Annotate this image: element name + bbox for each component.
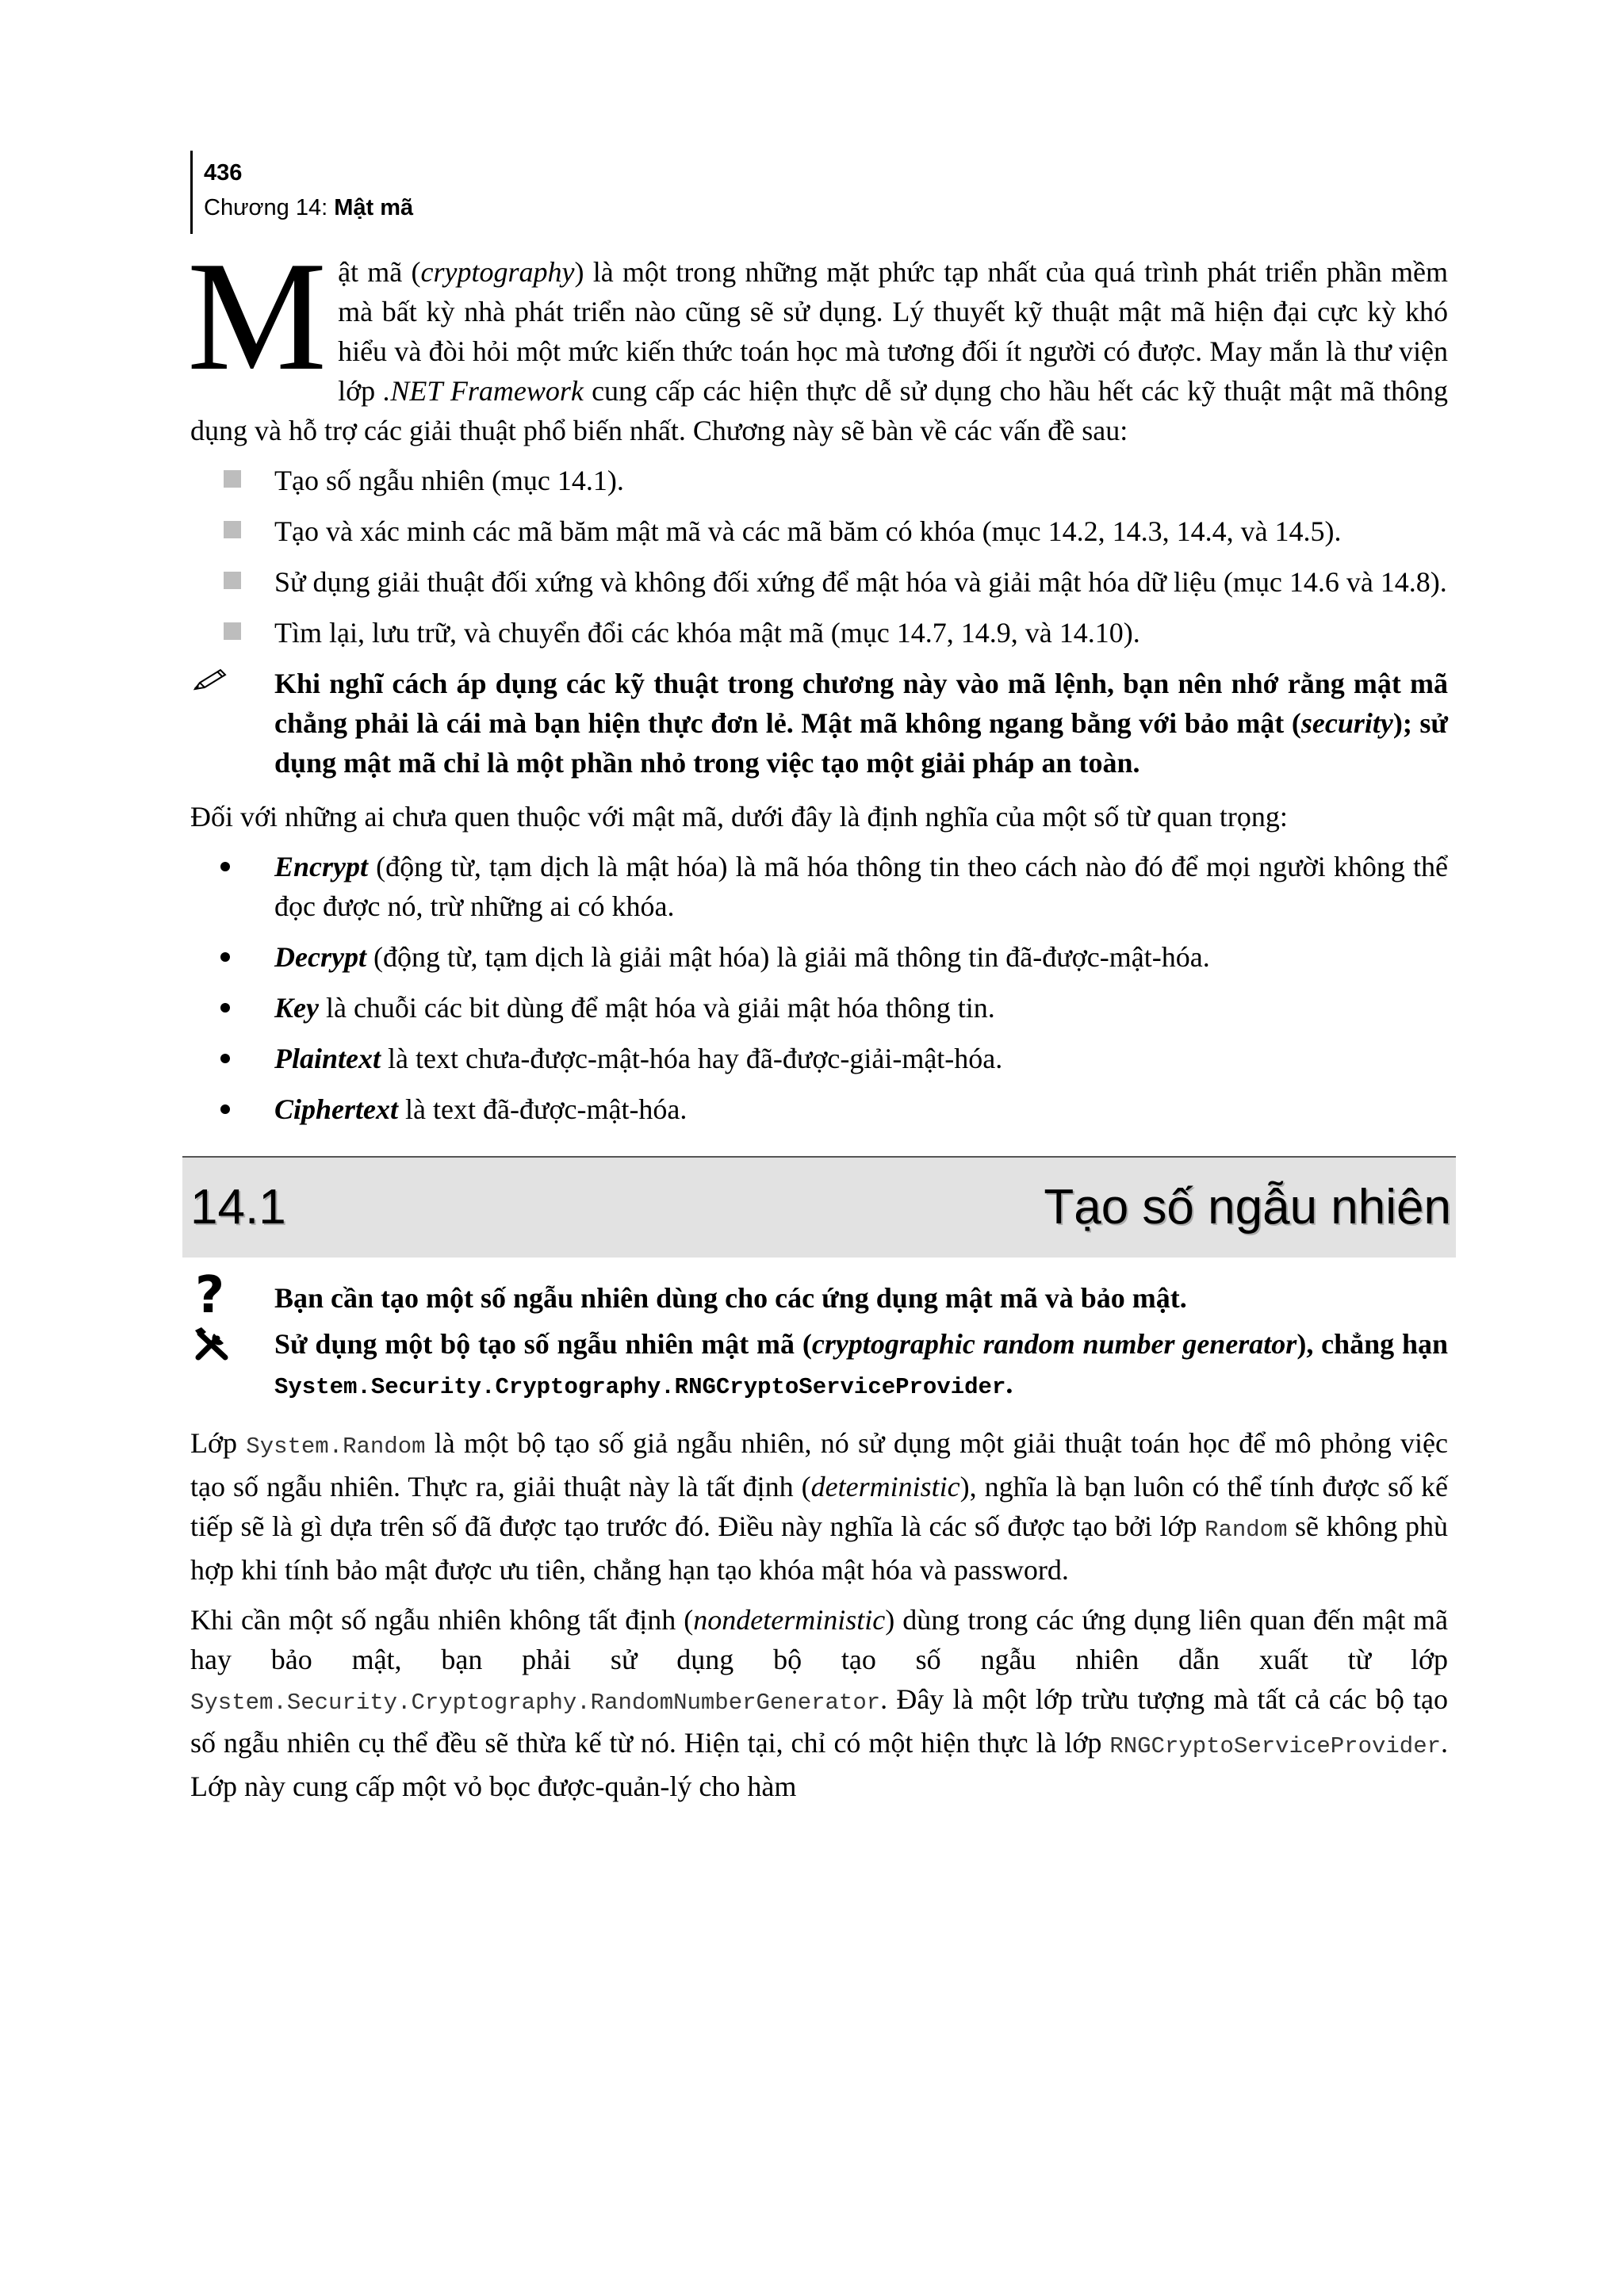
definition-term: Plaintext	[274, 1043, 381, 1074]
para-text: ), nghĩa là bạn luôn có thể tính được số kế tiếp sẽ là gì dựa trên số đã được tạo trước đó. Điều này nghĩa là các số được tạo bởi lớp	[190, 1471, 1448, 1542]
definitions-intro: Đối với những ai chưa quen thuộc với mật mã, dưới đây là định nghĩa của một số từ quan trọng:	[190, 801, 1288, 833]
body-paragraph-random	[190, 1423, 1448, 1590]
topic-text: Tạo và xác minh các mã băm mật mã và các mã băm có khóa (mục 14.2, 14.3, 14.4, và 14.5).	[274, 515, 1342, 547]
para-text: . Lớp này cung cấp một vỏ bọc được-quản-lý cho hàm	[190, 1727, 1448, 1802]
topic-text: Tạo số ngẫu nhiên (mục 14.1).	[274, 465, 624, 496]
solution-text: Sử dụng một bộ tạo số ngẫu nhiên mật mã (	[274, 1328, 812, 1360]
section-title: Tạo số ngẫu nhiên	[1044, 1180, 1451, 1235]
list-item	[190, 511, 1448, 551]
definition-text: là chuỗi các bit dùng để mật hóa và giải mật hóa thông tin.	[318, 992, 995, 1024]
list-item	[190, 562, 1448, 602]
inline-code: System.Random	[246, 1434, 426, 1460]
dot-bullet-icon	[220, 1104, 230, 1114]
definition-list	[190, 847, 1448, 1129]
intro-term: cryptography	[420, 256, 575, 288]
para-text: Khi cần một số ngẫu nhiên không tất định (	[190, 1604, 694, 1636]
list-item	[190, 988, 1448, 1028]
para-term: deterministic	[810, 1471, 960, 1503]
inline-code: RNGCryptoServiceProvider	[1109, 1733, 1441, 1759]
para-text: . Đây là một lớp trừu tượng mà tất cả các bộ tạo số ngẫu nhiên cụ thể đều sẽ thừa kế từ nó. Hiện tại, chỉ có một hiện thực là lớp	[190, 1683, 1448, 1759]
square-bullet-icon	[224, 622, 241, 640]
topic-text: Tìm lại, lưu trữ, và chuyển đổi các khóa mật mã (mục 14.7, 14.9, và 14.10).	[274, 617, 1140, 649]
solution-text: .	[1005, 1368, 1013, 1399]
solution-text: ), chẳng hạn	[1297, 1328, 1449, 1360]
square-bullet-icon	[224, 572, 241, 589]
solution-code: System.Security.Cryptography.RNGCryptoServiceProvider	[274, 1374, 1006, 1400]
drop-cap: M	[187, 229, 327, 403]
problem-statement	[190, 1266, 1448, 1325]
note-text: ); sử dụng mật mã chỉ là một phần nhỏ trong việc tạo một giải pháp an toàn.	[274, 707, 1448, 779]
para-text: ) dùng trong các ứng dụng liên quan đến mật mã hay bảo mật, bạn phải sử dụng bộ tạo số ngẫu nhiên dẫn xuất từ lớp	[190, 1604, 1448, 1675]
intro-paragraph	[187, 229, 1448, 450]
question-mark-icon: ?	[195, 1266, 225, 1325]
list-item	[190, 847, 1448, 926]
para-text: sẽ không phù hợp khi tính bảo mật được ưu tiên, chẳng hạn tạo khóa mật hóa và password.	[190, 1510, 1448, 1586]
chapter-line	[204, 190, 413, 225]
section-number: 14.1	[190, 1180, 286, 1235]
pencil-icon	[193, 667, 228, 691]
para-term: nondeterministic	[693, 1604, 886, 1636]
tools-icon	[193, 1326, 232, 1362]
definition-term: Key	[274, 992, 319, 1024]
intro-text: cung cấp các hiện thực dễ sử dụng cho hầu hết các kỹ thuật mật mã thông dụng và hỗ trợ các giải thuật phổ biến nhất. Chương này sẽ bàn về các vấn đề sau:	[190, 375, 1448, 446]
chapter-prefix: Chương 14:	[204, 195, 335, 220]
definition-term: Encrypt	[274, 851, 369, 882]
definition-term: Decrypt	[274, 941, 366, 973]
list-item	[190, 937, 1448, 977]
dot-bullet-icon	[220, 1054, 230, 1063]
solution-term: cryptographic random number generator	[811, 1328, 1297, 1360]
list-item	[190, 1089, 1448, 1129]
problem-text: Bạn cần tạo một số ngẫu nhiên dùng cho các ứng dụng mật mã và bảo mật.	[274, 1282, 1187, 1314]
solution-statement	[190, 1324, 1448, 1407]
note-term: security	[1300, 707, 1393, 739]
topic-list	[190, 461, 1448, 653]
inline-code: System.Security.Cryptography.RandomNumberGenerator	[190, 1690, 881, 1716]
note-block	[190, 664, 1448, 783]
list-item	[190, 613, 1448, 653]
definition-text: là text đã-được-mật-hóa.	[398, 1093, 688, 1125]
note-text: Khi nghĩ cách áp dụng các kỹ thuật trong chương này vào mã lệnh, bạn nên nhớ rằng mật mã chẳng phải là cái mà bạn hiện thực đơn lẻ. Mật mã không ngang bằng với bảo mật (	[274, 668, 1448, 739]
para-text: là một bộ tạo số giả ngẫu nhiên, nó sử dụng một giải thuật toán học để mô phỏng việc tạo số ngẫu nhiên. Thực ra, giải thuật này là tất định (	[190, 1427, 1448, 1503]
page-number: 436	[204, 160, 243, 186]
dot-bullet-icon	[220, 862, 230, 871]
definition-text: là text chưa-được-mật-hóa hay đã-được-giải-mật-hóa.	[381, 1043, 1003, 1074]
list-item	[190, 1039, 1448, 1078]
intro-text: ật mã (	[338, 256, 421, 288]
chapter-title: Mật mã	[334, 195, 414, 220]
list-item	[190, 461, 1448, 500]
definition-term: Ciphertext	[274, 1093, 399, 1125]
dot-bullet-icon	[220, 1003, 230, 1013]
inline-code: Random	[1205, 1517, 1288, 1543]
square-bullet-icon	[224, 521, 241, 538]
running-header	[190, 151, 413, 234]
section-heading	[182, 1156, 1456, 1258]
intro-net-framework: .NET Framework	[383, 375, 584, 407]
square-bullet-icon	[224, 470, 241, 488]
dot-bullet-icon	[220, 952, 230, 962]
definition-text: (động từ, tạm dịch là mật hóa) là mã hóa thông tin theo cách nào đó để mọi người không thể đọc được nó, trừ những ai có khóa.	[274, 851, 1448, 922]
intro-text: ) là một trong những mặt phức tạp nhất của quá trình phát triển phần mềm mà bất kỳ nhà phát triển nào cũng sẽ sử dụng. Lý thuyết kỹ thuật mật mã hiện đại cực kỳ khó hiểu và đòi hỏi một mức kiến thức toán học mà tương đối ít người có được. May mắn là thư viện lớp	[338, 256, 1448, 407]
body-text	[187, 229, 1451, 1816]
topic-text: Sử dụng giải thuật đối xứng và không đối xứng để mật hóa và giải mật hóa dữ liệu (mục 14.6 và 14.8).	[274, 566, 1447, 598]
body-paragraph-rng	[190, 1600, 1448, 1806]
definition-text: (động từ, tạm dịch là giải mật hóa) là giải mã thông tin đã-được-mật-hóa.	[366, 941, 1210, 973]
para-text: Lớp	[190, 1427, 247, 1459]
